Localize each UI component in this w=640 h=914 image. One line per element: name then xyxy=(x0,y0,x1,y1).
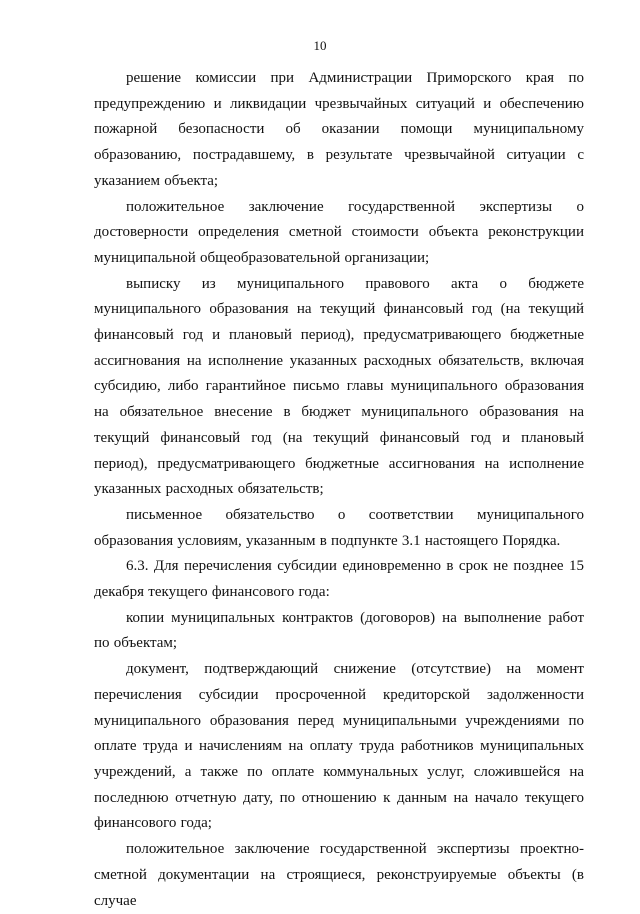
paragraph-section-6-3: 6.3. Для перечисления субсидии единовременно в срок не позднее 15 декабря текущего финансового года: xyxy=(94,558,584,601)
paragraph-commission-decision: решение комиссии при Администрации Приморского края по предупреждению и ликвидации чрезвычайных ситуаций и обеспечению пожарной безопасности об оказании помощи муниципальному образованию, пострадавшему, в результате чрезвычайной ситуации с указанием объекта; xyxy=(94,70,584,189)
paragraph-budget-extract: выписку из муниципального правового акта о бюджете муниципального образования на текущий финансовый год (на текущий финансовый год и плановый период), предусматривающего бюджетные ассигнования на исполнение указанных расходных обязательств, включая субсидию, либо гарантийное письмо главы муниципального образования на обязательное внесение в бюджет муниципального образования на текущий финансовый год (на текущий финансовый год и плановый период), предусматривающего бюджетные ассигнования на исполнение указанных расходных обязательств; xyxy=(94,275,584,498)
document-body xyxy=(94,66,584,914)
paragraph-written-obligation: письменное обязательство о соответствии муниципального образования условиям, указанным в подпункте 3.1 настоящего Порядка. xyxy=(94,506,584,549)
page-number: 10 xyxy=(313,38,327,53)
paragraph-expertise-cost: положительное заключение государственной экспертизы о достоверности определения сметной стоимости объекта реконструкции муниципальной общеобразовательной организации; xyxy=(94,198,584,266)
paragraph-contract-copies: копии муниципальных контрактов (договоров) на выполнение работ по объектам; xyxy=(94,609,584,652)
paragraph-debt-document: документ, подтверждающий снижение (отсутствие) на момент перечисления субсидии просроченной кредиторской задолженности муниципального образования перед муниципальными учреждениями по оплате труда и начислениям на оплату труда работников муниципальных учреждений, а также по оплате коммунальных услуг, сложившейся на последнюю отчетную дату, по отношению к данным на начало текущего финансового года; xyxy=(94,661,584,832)
paragraph-design-expertise: положительное заключение государственной экспертизы проектно-сметной документации на строящиеся, реконструируемые объекты (в случае xyxy=(94,841,584,909)
